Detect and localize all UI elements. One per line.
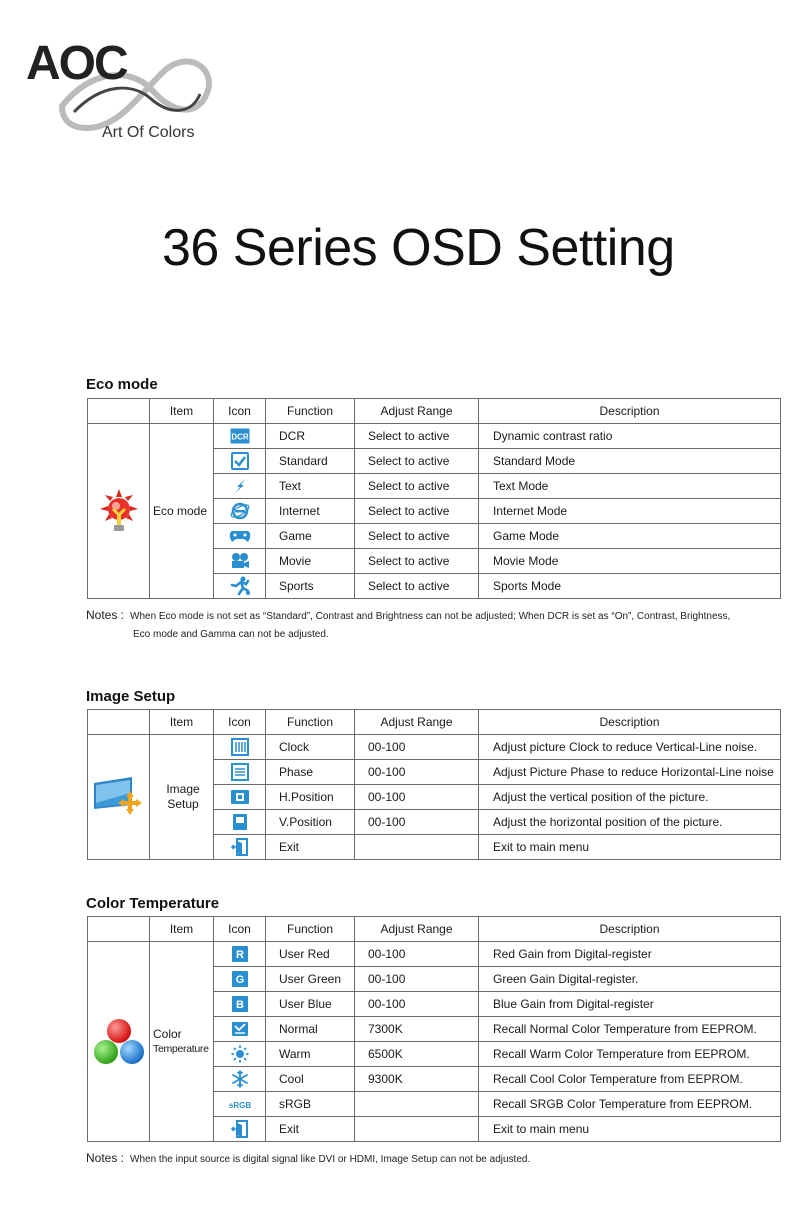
header-range: Adjust Range — [355, 917, 479, 942]
dcr-icon — [230, 428, 250, 444]
table-header-row — [88, 399, 781, 424]
header-blank — [88, 399, 150, 424]
description-cell: Movie Mode — [479, 549, 781, 574]
range-cell — [355, 835, 479, 860]
icon-cell — [214, 942, 266, 967]
eco-item-label: Eco mode — [150, 424, 214, 599]
description-cell: Standard Mode — [479, 449, 781, 474]
notes-label: Notes : — [86, 1151, 125, 1165]
description-cell: Recall SRGB Color Temperature from EEPROM. — [479, 1092, 781, 1117]
icon-cell — [214, 449, 266, 474]
description-cell: Game Mode — [479, 524, 781, 549]
color-temperature-table — [87, 916, 781, 1142]
exit-icon — [231, 838, 249, 856]
range-cell — [355, 1092, 479, 1117]
range-cell: Select to active — [355, 574, 479, 599]
header-icon: Icon — [214, 917, 266, 942]
function-cell: sRGB — [266, 1092, 355, 1117]
item-label-line-2: Setup — [167, 797, 199, 811]
clock-icon — [231, 738, 249, 756]
item-label-line-1: Image — [166, 782, 200, 796]
sports-icon — [229, 576, 251, 596]
eco-sun-icon — [98, 487, 140, 535]
eco-picture-cell — [88, 424, 150, 599]
v-position-icon — [231, 813, 249, 831]
svg-text:R: R — [235, 949, 244, 961]
function-cell: Movie — [266, 549, 355, 574]
description-cell: Adjust picture Clock to reduce Vertical-Line noise. — [479, 735, 781, 760]
function-cell: H.Position — [266, 785, 355, 810]
range-cell: 6500K — [355, 1042, 479, 1067]
header-blank — [88, 710, 150, 735]
function-cell: Normal — [266, 1017, 355, 1042]
internet-icon — [230, 501, 250, 521]
function-cell: User Red — [266, 942, 355, 967]
table-row — [88, 424, 781, 449]
check-icon — [231, 452, 249, 470]
item-label-line-2: Temperature — [153, 1042, 209, 1055]
svg-text:DCR: DCR — [230, 432, 249, 442]
description-cell: Internet Mode — [479, 499, 781, 524]
description-cell: Green Gain Digital-register. — [479, 967, 781, 992]
table-header-row — [88, 710, 781, 735]
icon-cell — [214, 967, 266, 992]
header-function: Function — [266, 917, 355, 942]
header-description: Description — [479, 399, 781, 424]
color-notes — [86, 1149, 530, 1169]
header-function: Function — [266, 399, 355, 424]
icon-cell — [214, 424, 266, 449]
srgb-icon — [227, 1099, 253, 1111]
header-blank — [88, 917, 150, 942]
range-cell: 00-100 — [355, 942, 479, 967]
icon-cell — [214, 1042, 266, 1067]
function-cell: Game — [266, 524, 355, 549]
function-cell: Text — [266, 474, 355, 499]
exit-icon — [231, 1120, 249, 1138]
svg-text:sRGB: sRGB — [228, 1100, 251, 1110]
icon-cell — [214, 1117, 266, 1142]
description-cell: Sports Mode — [479, 574, 781, 599]
color-item-label — [150, 942, 214, 1142]
table-row — [88, 735, 781, 760]
eco-notes — [86, 606, 730, 644]
icon-cell — [214, 1017, 266, 1042]
header-item: Item — [150, 399, 214, 424]
header-description: Description — [479, 710, 781, 735]
range-cell: 00-100 — [355, 810, 479, 835]
icon-cell — [214, 524, 266, 549]
description-cell: Recall Cool Color Temperature from EEPROM. — [479, 1067, 781, 1092]
image-picture-cell — [88, 735, 150, 860]
icon-cell — [214, 474, 266, 499]
image-item-label — [150, 735, 214, 860]
description-cell: Recall Normal Color Temperature from EEPROM. — [479, 1017, 781, 1042]
description-cell: Exit to main menu — [479, 835, 781, 860]
text-icon — [231, 477, 249, 495]
function-cell: V.Position — [266, 810, 355, 835]
eco-mode-table — [87, 398, 781, 599]
function-cell: Cool — [266, 1067, 355, 1092]
function-cell: Exit — [266, 1117, 355, 1142]
function-cell: Internet — [266, 499, 355, 524]
blue-icon — [232, 996, 248, 1012]
svg-text:G: G — [235, 974, 244, 986]
green-icon — [232, 971, 248, 987]
icon-cell — [214, 735, 266, 760]
eco-mode-heading: Eco mode — [86, 376, 158, 393]
icon-cell — [214, 992, 266, 1017]
description-cell: Blue Gain from Digital-register — [479, 992, 781, 1017]
icon-cell — [214, 549, 266, 574]
monitor-move-icon — [92, 775, 146, 819]
item-label-line-1: Color — [153, 1026, 182, 1041]
table-row — [88, 942, 781, 967]
image-setup-table — [87, 709, 781, 860]
function-cell: Phase — [266, 760, 355, 785]
range-cell: 00-100 — [355, 785, 479, 810]
notes-label: Notes : — [86, 608, 125, 622]
header-description: Description — [479, 917, 781, 942]
game-icon — [229, 528, 251, 544]
notes-line-2: Eco mode and Gamma can not be adjusted. — [133, 629, 329, 640]
header-item: Item — [150, 917, 214, 942]
description-cell: Adjust the horizontal position of the picture. — [479, 810, 781, 835]
icon-cell — [214, 785, 266, 810]
h-position-icon — [230, 788, 250, 806]
description-cell: Adjust the vertical position of the picture. — [479, 785, 781, 810]
range-cell: Select to active — [355, 449, 479, 474]
description-cell: Text Mode — [479, 474, 781, 499]
function-cell: Warm — [266, 1042, 355, 1067]
notes-line-1: When Eco mode is not set as “Standard”, Contrast and Brightness can not be adjusted; When DCR is set as “On”, Contrast, Brightness, — [130, 611, 731, 622]
range-cell: Select to active — [355, 499, 479, 524]
range-cell: 00-100 — [355, 735, 479, 760]
function-cell: Standard — [266, 449, 355, 474]
range-cell: 9300K — [355, 1067, 479, 1092]
description-cell: Dynamic contrast ratio — [479, 424, 781, 449]
range-cell: Select to active — [355, 549, 479, 574]
range-cell: Select to active — [355, 524, 479, 549]
icon-cell — [214, 574, 266, 599]
icon-cell — [214, 810, 266, 835]
header-range: Adjust Range — [355, 399, 479, 424]
function-cell: Clock — [266, 735, 355, 760]
header-icon: Icon — [214, 710, 266, 735]
logo-text: AOC — [26, 37, 127, 90]
warm-icon — [231, 1045, 249, 1063]
range-cell: 00-100 — [355, 992, 479, 1017]
phase-icon — [231, 763, 249, 781]
header-item: Item — [150, 710, 214, 735]
icon-cell — [214, 1067, 266, 1092]
range-cell — [355, 1117, 479, 1142]
range-cell: Select to active — [355, 424, 479, 449]
icon-cell — [214, 1092, 266, 1117]
function-cell: User Blue — [266, 992, 355, 1017]
svg-text:B: B — [235, 999, 244, 1011]
function-cell: Exit — [266, 835, 355, 860]
function-cell: User Green — [266, 967, 355, 992]
image-setup-heading: Image Setup — [86, 688, 176, 705]
description-cell: Exit to main menu — [479, 1117, 781, 1142]
description-cell: Adjust Picture Phase to reduce Horizontal-Line noise — [479, 760, 781, 785]
range-cell: 7300K — [355, 1017, 479, 1042]
range-cell: 00-100 — [355, 760, 479, 785]
red-icon — [232, 946, 248, 962]
header-icon: Icon — [214, 399, 266, 424]
page-title: 36 Series OSD Setting — [162, 219, 675, 277]
movie-icon — [230, 552, 250, 570]
function-cell: Sports — [266, 574, 355, 599]
header-function: Function — [266, 710, 355, 735]
description-cell: Red Gain from Digital-register — [479, 942, 781, 967]
function-cell: DCR — [266, 424, 355, 449]
table-header-row — [88, 917, 781, 942]
header-range: Adjust Range — [355, 710, 479, 735]
rgb-balls-icon — [92, 1017, 146, 1067]
tagline: Art Of Colors — [102, 124, 195, 141]
description-cell: Recall Warm Color Temperature from EEPROM. — [479, 1042, 781, 1067]
range-cell: 00-100 — [355, 967, 479, 992]
range-cell: Select to active — [355, 474, 479, 499]
color-picture-cell — [88, 942, 150, 1142]
icon-cell — [214, 835, 266, 860]
cool-snowflake-icon — [231, 1070, 249, 1088]
color-temperature-heading: Color Temperature — [86, 895, 220, 912]
icon-cell — [214, 499, 266, 524]
icon-cell — [214, 760, 266, 785]
normal-icon — [231, 1021, 249, 1037]
notes-line-1: When the input source is digital signal like DVI or HDMI, Image Setup can not be adjusted. — [130, 1154, 531, 1165]
